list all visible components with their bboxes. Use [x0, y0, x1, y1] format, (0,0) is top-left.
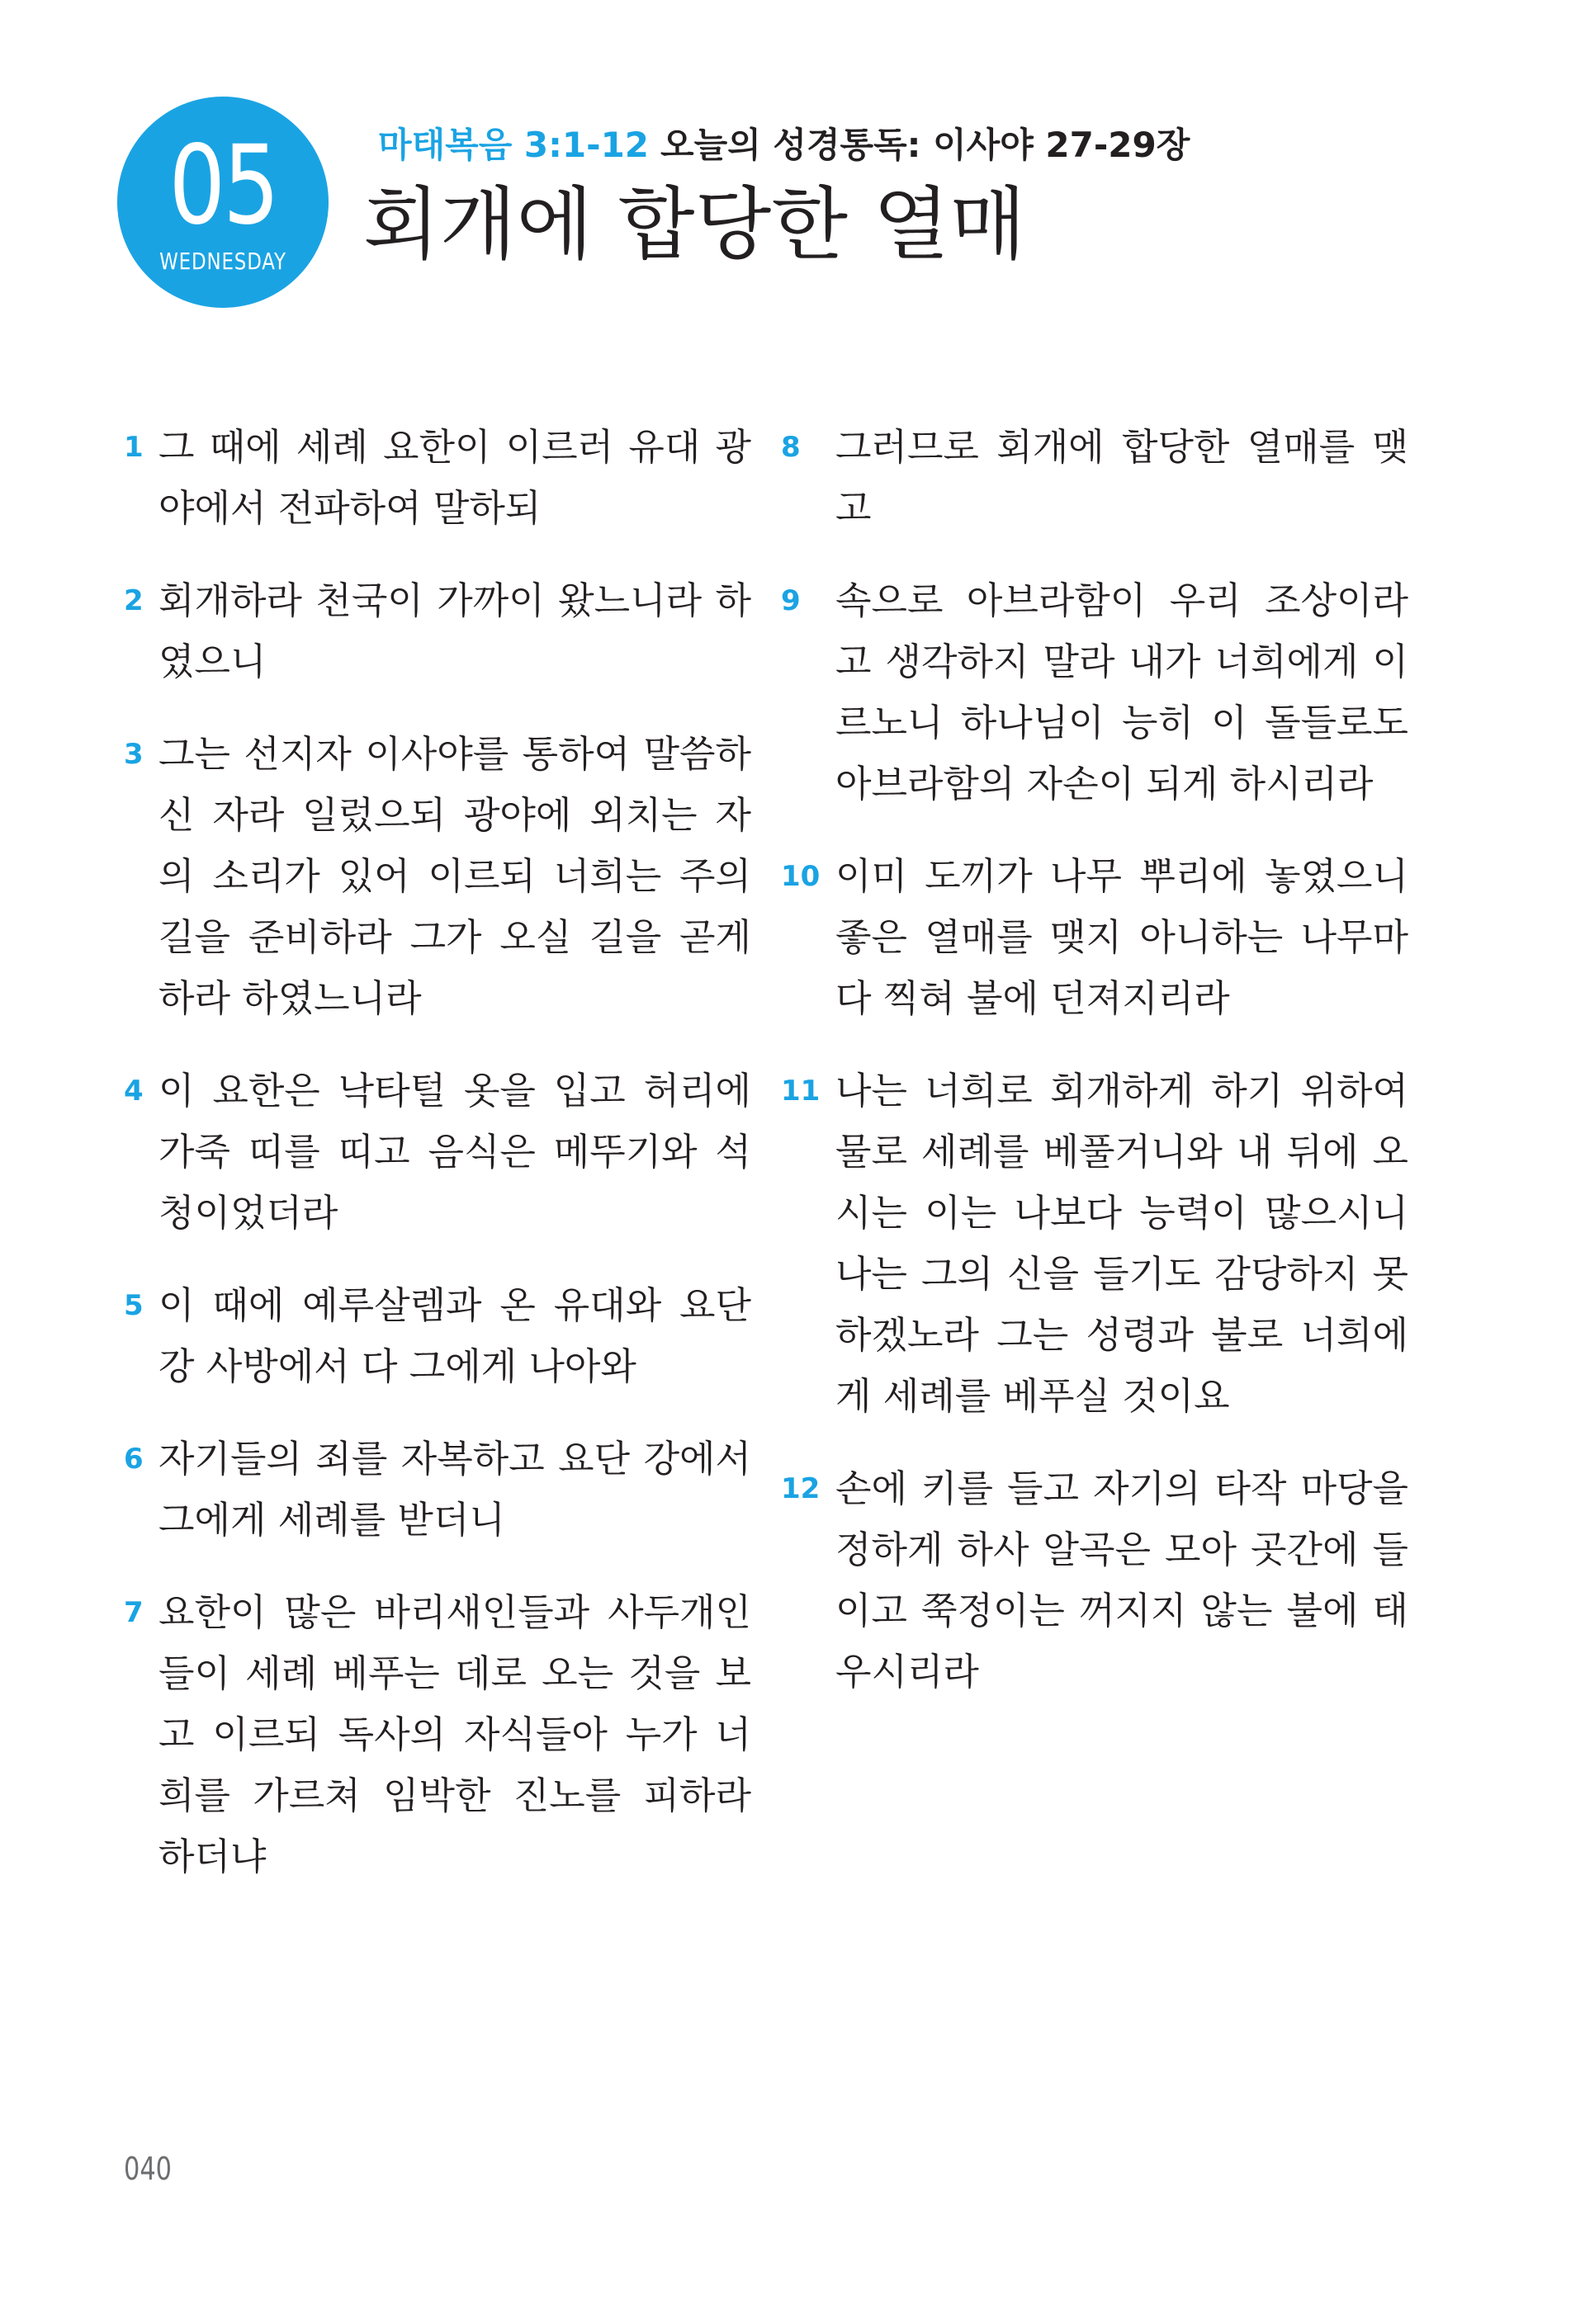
verse-number: 10: [781, 860, 821, 893]
verse-text: 손에 키를 들고 자기의 타작 마당을 정하게 하사 알곡은 모아 곳간에 들이고 쭉정이는 꺼지지 않는 불에 태우시리라: [835, 1467, 1408, 1693]
verse-number: 4: [124, 1075, 144, 1108]
verse-text: 이 때에 예루살렘과 온 유대와 요단 강 사방에서 다 그에게 나아와: [158, 1283, 751, 1388]
verse-text: 이 요한은 낙타털 옷을 입고 허리에 가죽 띠를 띠고 음식은 메뚜기와 석청이었더라: [158, 1069, 751, 1235]
verse-item: [124, 570, 751, 692]
daily-reading: 오늘의 성경통독: 이사야 27-29장: [660, 125, 1190, 165]
verse-text: 속으로 아브라함이 우리 조상이라고 생각하지 말라 내가 너희에게 이르노니 하나님이 능히 이 돌들로도 아브라함의 자손이 되게 하시리라: [835, 579, 1408, 805]
verse-number: 1: [124, 431, 144, 464]
verse-item: [781, 846, 1408, 1029]
verse-text: 그 때에 세례 요한이 이르러 유대 광야에서 전파하여 말하되: [158, 425, 752, 530]
verse-text: 요한이 많은 바리새인들과 사두개인들이 세례 베푸는 데로 오는 것을 보고 이르되 독사의 자식들아 누가 너희를 가르쳐 임박한 진노를 피하라 하더냐: [158, 1590, 752, 1878]
verse-column-left: [124, 417, 751, 1919]
verse-column-right: [781, 417, 1408, 1734]
verse-item: [781, 570, 1408, 815]
verse-item: [124, 724, 751, 1029]
verse-number: 12: [781, 1472, 821, 1505]
verse-number: 6: [124, 1443, 144, 1476]
verse-text: 나는 너희로 회개하게 하기 위하여 물로 세례를 베풀거니와 내 뒤에 오시는 이는 나보다 능력이 많으시니 나는 그의 신을 들기도 감당하지 못하겠노라 그는 성령과 불로 너희에게 세례를 베푸실 것이요: [835, 1069, 1408, 1418]
day-badge: [117, 97, 329, 308]
verse-text: 자기들의 죄를 자복하고 요단 강에서 그에게 세례를 받더니: [158, 1437, 751, 1542]
verse-text: 이미 도끼가 나무 뿌리에 놓였으니 좋은 열매를 맺지 아니하는 나무마다 찍혀 불에 던져지리라: [835, 854, 1408, 1020]
page-number: 040: [124, 2151, 173, 2187]
verse-item: [124, 1060, 751, 1244]
verse-item: [124, 1429, 751, 1551]
verse-number: 11: [781, 1075, 821, 1108]
verse-number: 8: [781, 431, 801, 464]
verse-number: 2: [124, 584, 144, 617]
verse-number: 9: [781, 584, 801, 617]
page-title: 회개에 합당한 열매: [363, 178, 1026, 271]
verse-text: 그는 선지자 이사야를 통하여 말씀하신 자라 일렀으되 광야에 외치는 자의 소리가 있어 이르되 너희는 주의 길을 준비하라 그가 오실 길을 곧게 하라 하였느니라: [158, 732, 751, 1020]
verse-text: 회개하라 천국이 가까이 왔느니라 하였으니: [158, 579, 751, 683]
verse-number: 5: [124, 1289, 144, 1322]
verse-text: 그러므로 회개에 합당한 열매를 맺고: [835, 425, 1408, 530]
verse-number: 7: [124, 1596, 144, 1629]
day-name: WEDNESDAY: [159, 248, 286, 275]
verse-item: [781, 1060, 1408, 1427]
day-number: 05: [168, 122, 277, 249]
verse-item: [781, 417, 1408, 539]
verse-item: [124, 1275, 751, 1397]
verse-item: [124, 1582, 751, 1887]
verse-item: [781, 1458, 1408, 1703]
reference-line: [378, 124, 1190, 167]
verse-number: 3: [124, 738, 144, 771]
passage-reference: 마태복음 3:1-12: [378, 125, 650, 165]
verse-item: [124, 417, 751, 539]
